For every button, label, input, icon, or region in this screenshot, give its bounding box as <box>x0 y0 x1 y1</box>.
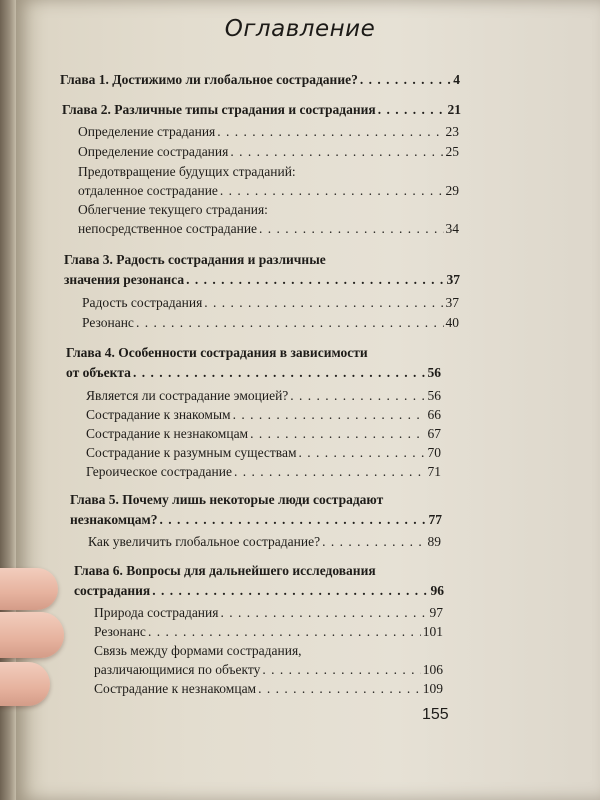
toc-entry-title: Является ли сострадание эмоцией? <box>86 388 289 403</box>
toc-section[interactable] <box>94 624 443 640</box>
finger <box>0 568 58 610</box>
toc-entry-title: от объекта <box>66 365 131 380</box>
toc-entry-title: непосредственное сострадание <box>78 221 258 236</box>
toc-section[interactable] <box>94 662 443 678</box>
toc-chapter-line: Глава 4. Особенности сострадания в зависимости <box>66 345 368 360</box>
toc-chapter-1[interactable] <box>60 72 460 88</box>
toc-page-number: 56 <box>427 365 441 380</box>
toc-section[interactable] <box>86 445 441 461</box>
toc-section[interactable] <box>88 534 441 550</box>
toc-chapter-4[interactable] <box>66 365 441 381</box>
toc-leader-dots <box>262 662 420 678</box>
toc-leader-dots <box>378 102 446 118</box>
toc-page-number: 67 <box>427 426 441 441</box>
toc-leader-dots <box>160 512 427 528</box>
toc-section[interactable] <box>78 183 459 199</box>
toc-entry-title: Определение страдания <box>78 124 216 139</box>
toc-leader-dots <box>250 426 425 442</box>
toc-section[interactable] <box>86 407 441 423</box>
toc-entry-title: Сострадание к незнакомцам <box>94 681 257 696</box>
toc-page-number: 25 <box>445 144 459 159</box>
toc-entry-title: Сострадание к незнакомцам <box>86 426 249 441</box>
toc-page-number: 37 <box>445 295 459 310</box>
toc-chapter-2[interactable] <box>62 102 461 118</box>
toc-entry-title: значения резонанса <box>64 272 185 287</box>
toc-leader-dots <box>204 295 443 311</box>
toc-entry-title: Природа сострадания <box>94 605 219 620</box>
toc-leader-dots <box>186 272 444 288</box>
toc-page-number: 101 <box>422 624 443 639</box>
toc-section[interactable] <box>86 426 441 442</box>
toc-page-number: 97 <box>429 605 443 620</box>
toc-section-line: Связь между формами сострадания, <box>94 643 302 658</box>
toc-page-number: 21 <box>447 102 461 117</box>
toc-entry-title: Сострадание к разумным существам <box>86 445 297 460</box>
toc-chapter-line: Глава 6. Вопросы для дальнейшего исследования <box>74 563 376 578</box>
toc-chapter-line: Глава 5. Почему лишь некоторые люди сострадают <box>70 492 384 507</box>
toc-section[interactable] <box>86 388 441 404</box>
toc-leader-dots <box>133 365 426 381</box>
toc-page-number: 56 <box>427 388 441 403</box>
toc-entry-title: Определение сострадания <box>78 144 229 159</box>
toc-entry-title: Как увеличить глобальное сострадание? <box>88 534 321 549</box>
toc-leader-dots <box>152 583 428 599</box>
toc-page-number: 29 <box>445 183 459 198</box>
toc-entry-title: Радость сострадания <box>82 295 203 310</box>
toc-section[interactable] <box>82 295 459 311</box>
toc-leader-dots <box>220 605 427 621</box>
toc-entry-title: незнакомцам? <box>70 512 158 527</box>
toc-leader-dots <box>136 315 444 331</box>
toc-section-line: Предотвращение будущих страданий: <box>78 164 296 179</box>
toc-leader-dots <box>234 464 426 480</box>
page-number: 155 <box>422 706 449 723</box>
toc-section[interactable] <box>78 144 459 160</box>
toc-chapter-6[interactable] <box>74 583 444 599</box>
toc-entry-title: отдаленное сострадание <box>78 183 218 198</box>
toc-page-number: 34 <box>445 221 459 236</box>
toc-leader-dots <box>230 144 443 160</box>
toc-section-line: Облегчение текущего страдания: <box>78 202 268 217</box>
toc-entry-title: Резонанс <box>94 624 146 639</box>
toc-page-number: 89 <box>427 534 441 549</box>
toc-leader-dots <box>299 445 426 461</box>
toc-page-number: 70 <box>427 445 441 460</box>
page-title: Оглавление <box>224 16 376 42</box>
toc-page-number: 37 <box>446 272 460 287</box>
toc-section[interactable] <box>82 315 459 331</box>
toc-chapter-3[interactable] <box>64 272 460 288</box>
toc-section[interactable] <box>78 124 459 140</box>
toc-page-number: 109 <box>422 681 443 696</box>
toc-page-number: 40 <box>445 315 459 330</box>
toc-leader-dots <box>290 388 425 404</box>
toc-page-number: 106 <box>422 662 443 677</box>
toc-page-number: 77 <box>428 512 442 527</box>
toc-section[interactable] <box>94 605 443 621</box>
toc-page-number: 66 <box>427 407 441 422</box>
toc-leader-dots <box>148 624 421 640</box>
finger <box>0 662 50 706</box>
toc-chapter-5[interactable] <box>70 512 442 528</box>
finger <box>0 612 64 658</box>
toc-entry-title: различающимися по объекту <box>94 662 261 677</box>
toc-entry-title: Глава 1. Достижимо ли глобальное сострадание? <box>60 72 358 87</box>
toc-section[interactable] <box>94 681 443 697</box>
toc-page-number: 23 <box>445 124 459 139</box>
toc-page-number: 4 <box>453 72 460 87</box>
toc-leader-dots <box>258 681 421 697</box>
toc-leader-dots <box>217 124 443 140</box>
toc-entry-title: Героическое сострадание <box>86 464 232 479</box>
toc-leader-dots <box>233 407 426 423</box>
toc-entry-title: сострадания <box>74 583 151 598</box>
toc-page-number: 71 <box>427 464 441 479</box>
toc-entry-title: Сострадание к знакомым <box>86 407 231 422</box>
toc-chapter-line: Глава 3. Радость сострадания и различные <box>64 252 326 267</box>
toc-section[interactable] <box>86 464 441 480</box>
toc-leader-dots <box>360 72 451 88</box>
toc-section[interactable] <box>78 221 459 237</box>
toc-leader-dots <box>322 534 425 550</box>
toc-entry-title: Резонанс <box>82 315 134 330</box>
toc-entry-title: Глава 2. Различные типы страдания и сострадания <box>62 102 376 117</box>
toc-leader-dots <box>259 221 443 237</box>
toc-page-number: 96 <box>430 583 444 598</box>
toc-leader-dots <box>220 183 444 199</box>
